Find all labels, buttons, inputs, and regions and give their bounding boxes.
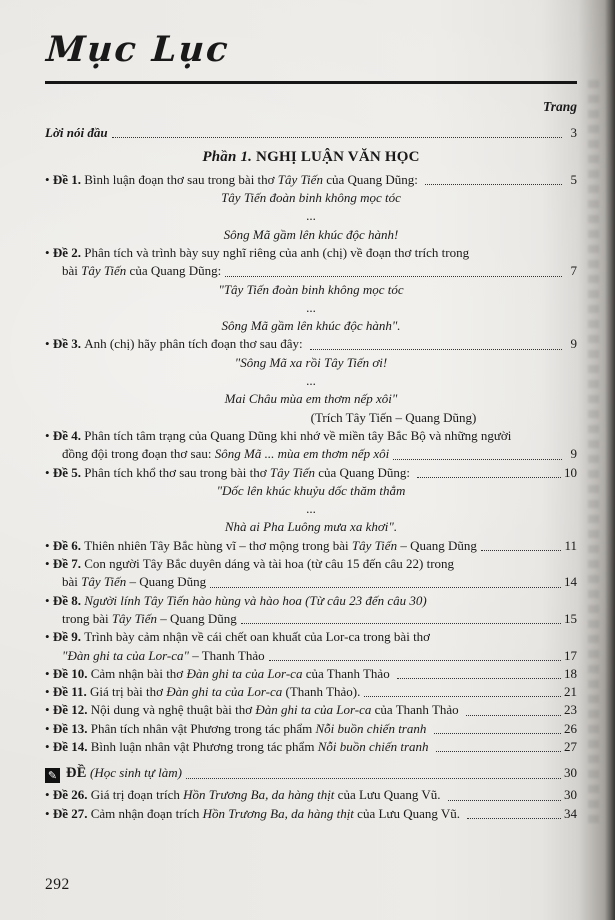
page-ref: 30 bbox=[564, 765, 577, 781]
entry-text bbox=[45, 610, 237, 628]
poem-text: Mai Châu mùa em thơm nếp xôi" bbox=[224, 391, 398, 407]
toc-entry-continuation-line bbox=[45, 262, 577, 280]
poem-line bbox=[45, 317, 577, 335]
text-segment: Anh (chị) hãy phân tích đoạn thơ sau đây: bbox=[84, 336, 306, 352]
dot-leader bbox=[425, 184, 562, 185]
text-segment: bài bbox=[62, 574, 82, 590]
entry-text bbox=[45, 701, 462, 719]
poem-line bbox=[45, 500, 577, 518]
text-segment: (Thanh Thảo). bbox=[282, 684, 361, 700]
text-segment: Giá trị bài thơ bbox=[90, 684, 167, 700]
dot-leader bbox=[364, 696, 561, 697]
page-ref: 21 bbox=[564, 684, 577, 700]
dot-leader bbox=[436, 751, 561, 752]
text-segment: đồng đội trong đoạn thơ sau: bbox=[62, 446, 215, 462]
entry-text bbox=[45, 555, 454, 573]
bullet-marker: • bbox=[45, 720, 53, 736]
dot-leader bbox=[467, 818, 561, 819]
text-segment bbox=[426, 721, 429, 736]
entry-text bbox=[45, 171, 421, 189]
text-segment: Phân tích và trình bày suy nghĩ riêng của anh (chị) về đoạn thơ trích trong bbox=[84, 244, 470, 260]
entry-text bbox=[45, 738, 432, 756]
toc-entry bbox=[45, 628, 577, 665]
text-segment: của Quang Dũng: bbox=[126, 263, 222, 279]
bullet-marker: • bbox=[45, 537, 53, 553]
text-segment bbox=[429, 739, 432, 754]
toc-entry-line bbox=[45, 171, 577, 189]
entry-label: Đề 5. bbox=[52, 464, 85, 480]
entry-label: Đề 6. bbox=[52, 537, 85, 553]
entry-label: Đề 27. bbox=[52, 805, 91, 821]
poem-line bbox=[45, 207, 577, 225]
dot-leader bbox=[448, 800, 561, 801]
text-segment: Cảm nhận đoạn trích bbox=[90, 805, 203, 821]
dot-leader bbox=[241, 623, 561, 624]
text-segment: – Quang Dũng bbox=[397, 537, 477, 553]
homework-section-row bbox=[45, 764, 577, 783]
text-segment: Đàn ghi ta của Lor-ca bbox=[186, 665, 303, 681]
bullet-marker: • bbox=[45, 336, 53, 352]
part-heading bbox=[45, 148, 577, 166]
dot-leader bbox=[186, 778, 561, 779]
bleed-through-artifact bbox=[588, 80, 599, 830]
part-number: Phần 1. bbox=[202, 149, 253, 166]
entry-label: Đề 10. bbox=[52, 665, 91, 681]
text-segment: Con người Tây Bắc duyên dáng và tài hoa (từ câu 15 đến câu 22) trong bbox=[84, 556, 455, 572]
poem-text: ... bbox=[306, 299, 316, 315]
dot-leader bbox=[310, 349, 562, 350]
text-segment: Nỗi buồn chiến tranh bbox=[315, 720, 427, 736]
toc-entry bbox=[45, 464, 577, 537]
toc-entry-continuation-line bbox=[45, 445, 577, 463]
toc-entry-line bbox=[45, 786, 577, 804]
title-underline-rule bbox=[45, 81, 577, 84]
entry-label: Đề 11. bbox=[52, 684, 91, 700]
toc-entry-line bbox=[45, 592, 577, 610]
bullet-marker: • bbox=[45, 629, 53, 645]
toc-entry-line bbox=[45, 701, 577, 719]
text-segment: của Lưu Quang Vũ. bbox=[334, 787, 444, 803]
page-ref: 17 bbox=[564, 647, 577, 663]
toc-entry-line bbox=[45, 665, 577, 683]
page-ref: 9 bbox=[570, 446, 577, 462]
poem-line bbox=[45, 226, 577, 244]
text-segment: Nội dung và nghệ thuật bài thơ bbox=[90, 702, 256, 718]
text-segment: Giá trị đoạn trích bbox=[90, 787, 184, 803]
text-segment: của Thanh Thảo bbox=[371, 702, 462, 718]
bullet-marker: • bbox=[45, 556, 53, 572]
page-ref: 26 bbox=[564, 720, 577, 736]
text-segment: trong bài bbox=[62, 610, 112, 626]
dot-leader bbox=[393, 459, 562, 460]
page-ref: 27 bbox=[564, 738, 577, 754]
entry-text bbox=[45, 445, 389, 463]
poem-line bbox=[45, 518, 577, 536]
poem-text: Tây Tiến đoàn binh không mọc tóc bbox=[221, 190, 401, 206]
entry-text bbox=[45, 262, 221, 280]
text-segment: – Thanh Thảo bbox=[188, 647, 265, 663]
toc-entry bbox=[45, 683, 577, 701]
page-ref: 9 bbox=[570, 336, 577, 352]
entry-text bbox=[45, 573, 206, 591]
bullet-marker: • bbox=[45, 805, 53, 821]
toc-entry-line bbox=[45, 720, 577, 738]
text-segment: – Quang Dũng bbox=[126, 574, 207, 590]
entry-label: Đề 2. bbox=[52, 244, 85, 260]
entry-text bbox=[45, 805, 463, 823]
toc-entry-line bbox=[45, 244, 577, 262]
toc-entry-line bbox=[45, 537, 577, 555]
bullet-marker: • bbox=[45, 665, 53, 681]
page-ref: 5 bbox=[570, 171, 577, 187]
text-segment: Đàn ghi ta của Lor-ca bbox=[255, 702, 372, 718]
text-segment: Phân tích tâm trạng của Quang Dũng khi nhớ về miền tây Bắc Bộ và những người bbox=[84, 427, 512, 443]
page-ref: 15 bbox=[564, 610, 577, 626]
page-ref: 10 bbox=[564, 464, 577, 480]
poem-text: ... bbox=[306, 501, 316, 517]
poem-text: (Trích Tây Tiến – Quang Dũng) bbox=[310, 409, 477, 425]
dot-leader bbox=[269, 660, 561, 661]
page-ref: 34 bbox=[564, 805, 577, 821]
poem-line bbox=[45, 299, 577, 317]
toc-entry bbox=[45, 555, 577, 592]
entry-label: Đề 4. bbox=[52, 427, 85, 443]
entry-text bbox=[45, 464, 413, 482]
text-segment: – Quang Dũng bbox=[156, 610, 237, 626]
dot-leader bbox=[112, 137, 562, 138]
text-segment: Bình luận nhân vật Phương trong tác phẩm bbox=[90, 738, 318, 754]
entry-label: Đề 12. bbox=[52, 702, 91, 718]
toc-intro-row bbox=[45, 124, 577, 142]
text-segment: Sông Mã ... mùa em thơm nếp xôi bbox=[214, 446, 390, 462]
text-segment: Tây Tiến bbox=[269, 464, 316, 480]
entry-text bbox=[45, 683, 360, 701]
poem-line bbox=[45, 281, 577, 299]
page-ref: 11 bbox=[564, 537, 577, 553]
toc-entry-line bbox=[45, 805, 577, 823]
toc-entry-continuation-line bbox=[45, 610, 577, 628]
folio-page-number: 292 bbox=[45, 876, 70, 893]
entry-label: Đề 14. bbox=[52, 738, 91, 754]
bullet-marker: • bbox=[45, 244, 53, 260]
text-segment: Cảm nhận bài thơ bbox=[90, 665, 187, 681]
text-segment: Hồn Trương Ba, da hàng thịt bbox=[202, 805, 354, 821]
text-segment: Phân tích khổ thơ sau trong bài thơ bbox=[84, 464, 270, 480]
entry-label: Đề 8. bbox=[52, 592, 85, 608]
bullet-marker: • bbox=[45, 592, 53, 608]
toc-entry-line bbox=[45, 427, 577, 445]
page-ref: 18 bbox=[564, 665, 577, 681]
poem-text: Nhà ai Pha Luông mưa xa khơi". bbox=[224, 519, 398, 535]
toc-entry bbox=[45, 427, 577, 464]
toc-entry-line bbox=[45, 335, 577, 353]
table-of-contents bbox=[45, 124, 577, 823]
toc-entry bbox=[45, 244, 577, 335]
toc-entry bbox=[45, 665, 577, 683]
text-segment: bài bbox=[62, 263, 82, 279]
page-ref: 23 bbox=[564, 702, 577, 718]
scan-shadow-edge bbox=[605, 0, 615, 920]
dot-leader bbox=[225, 276, 562, 277]
dot-leader bbox=[397, 678, 561, 679]
text-segment: Người lính Tây Tiến hào hùng và hào hoa (Từ câu 23 đến câu 30) bbox=[84, 592, 427, 608]
toc-entry bbox=[45, 592, 577, 629]
poem-text: Sông Mã gầm lên khúc độc hành! bbox=[223, 226, 399, 242]
toc-entry bbox=[45, 171, 577, 244]
poem-text: "Dốc lên khúc khuỷu dốc thăm thẳm bbox=[216, 482, 406, 498]
text-segment: Trình bày cảm nhận về cái chết oan khuất của Lor-ca trong bài thơ bbox=[84, 629, 431, 645]
section-label: ĐỀ bbox=[66, 765, 87, 782]
page-ref: 7 bbox=[570, 263, 577, 279]
entry-text bbox=[45, 665, 393, 683]
intro-text bbox=[45, 124, 108, 142]
dot-leader bbox=[434, 733, 561, 734]
bullet-marker: • bbox=[45, 427, 53, 443]
poem-line bbox=[45, 189, 577, 207]
text-segment: "Đàn ghi ta của Lor-ca" bbox=[62, 647, 189, 663]
entry-label: Đề 13. bbox=[52, 720, 91, 736]
entry-text bbox=[45, 244, 469, 262]
page-column-label: Trang bbox=[542, 99, 577, 115]
toc-entry-line bbox=[45, 738, 577, 756]
toc-entry bbox=[45, 786, 577, 804]
page-title: Mục Lục bbox=[44, 29, 231, 70]
poem-line bbox=[45, 482, 577, 500]
entry-text bbox=[45, 335, 306, 353]
text-segment: của Thanh Thảo bbox=[302, 665, 393, 681]
toc-entry-line bbox=[45, 464, 577, 482]
toc-entry bbox=[45, 701, 577, 719]
dot-leader bbox=[210, 587, 561, 588]
toc-entry bbox=[45, 720, 577, 738]
toc-entry-continuation-line bbox=[45, 573, 577, 591]
poem-line bbox=[45, 354, 577, 372]
text-segment: Tây Tiến bbox=[81, 574, 127, 590]
bullet-marker: • bbox=[45, 787, 53, 803]
text-segment: của Lưu Quang Vũ. bbox=[353, 805, 464, 821]
text-segment: Thiên nhiên Tây Bắc hùng vĩ – thơ mộng trong bài bbox=[84, 537, 352, 553]
bullet-marker: • bbox=[45, 702, 53, 718]
bullet-marker: • bbox=[45, 738, 53, 754]
text-segment: Tây Tiến bbox=[111, 610, 157, 626]
text-segment: Nỗi buồn chiến tranh bbox=[317, 738, 429, 754]
text-segment: Tây Tiến bbox=[351, 537, 398, 553]
entry-text bbox=[45, 537, 477, 555]
poem-text: "Tây Tiến đoàn binh không mọc tóc bbox=[218, 281, 404, 297]
dot-leader bbox=[466, 715, 561, 716]
toc-entry bbox=[45, 805, 577, 823]
text-segment: Tây Tiến bbox=[81, 263, 127, 279]
poem-line bbox=[45, 372, 577, 390]
text-segment: Đàn ghi ta của Lor-ca bbox=[166, 684, 283, 700]
text-segment: Hồn Trương Ba, da hàng thịt bbox=[183, 787, 335, 803]
entry-text bbox=[45, 720, 430, 738]
toc-entry bbox=[45, 537, 577, 555]
entry-label: Đề 9. bbox=[52, 629, 85, 645]
entry-label: Đề 1. bbox=[52, 171, 85, 187]
bullet-marker: • bbox=[45, 464, 53, 480]
entry-text bbox=[45, 427, 511, 445]
bullet-marker: • bbox=[45, 684, 53, 700]
text-segment: Bình luận đoạn thơ sau trong bài thơ bbox=[84, 171, 278, 187]
entry-text bbox=[45, 786, 444, 804]
toc-entry-line bbox=[45, 555, 577, 573]
pencil-icon: ✎ bbox=[45, 768, 60, 783]
dot-leader bbox=[481, 550, 562, 551]
part-name: NGHỊ LUẬN VĂN HỌC bbox=[252, 149, 420, 166]
text-segment: Phân tích nhân vật Phương trong tác phẩm bbox=[90, 720, 316, 736]
text-segment: của Quang Dũng: bbox=[322, 171, 422, 187]
page-ref: 14 bbox=[564, 574, 577, 590]
text-segment: Tây Tiến bbox=[277, 171, 323, 187]
toc-entry bbox=[45, 335, 577, 426]
toc-entry-continuation-line bbox=[45, 647, 577, 665]
dot-leader bbox=[417, 477, 561, 478]
poem-text: ... bbox=[306, 208, 316, 224]
page-ref: 3 bbox=[570, 125, 577, 141]
page-content bbox=[45, 30, 577, 823]
section-text bbox=[45, 764, 182, 783]
section-note: (Học sinh tự làm) bbox=[86, 765, 182, 781]
toc-entry bbox=[45, 738, 577, 756]
poem-text: ... bbox=[306, 373, 316, 389]
entry-text bbox=[45, 592, 427, 610]
text-segment: của Quang Dũng: bbox=[315, 464, 414, 480]
page-ref: 30 bbox=[564, 787, 577, 803]
poem-text: Sông Mã gầm lên khúc độc hành". bbox=[221, 318, 401, 334]
bullet-marker: • bbox=[45, 171, 53, 187]
toc-entry-line bbox=[45, 628, 577, 646]
entry-text bbox=[45, 647, 265, 665]
poem-line bbox=[45, 409, 577, 427]
entry-label: Đề 26. bbox=[52, 787, 91, 803]
poem-text: "Sông Mã xa rồi Tây Tiến ơi! bbox=[234, 354, 388, 370]
toc-entry-line bbox=[45, 683, 577, 701]
entry-text bbox=[45, 628, 430, 646]
entry-label: Đề 3. bbox=[52, 336, 85, 352]
entry-label: Đề 7. bbox=[52, 556, 85, 572]
intro-title: Lời nói đầu bbox=[45, 125, 108, 141]
poem-line bbox=[45, 390, 577, 408]
